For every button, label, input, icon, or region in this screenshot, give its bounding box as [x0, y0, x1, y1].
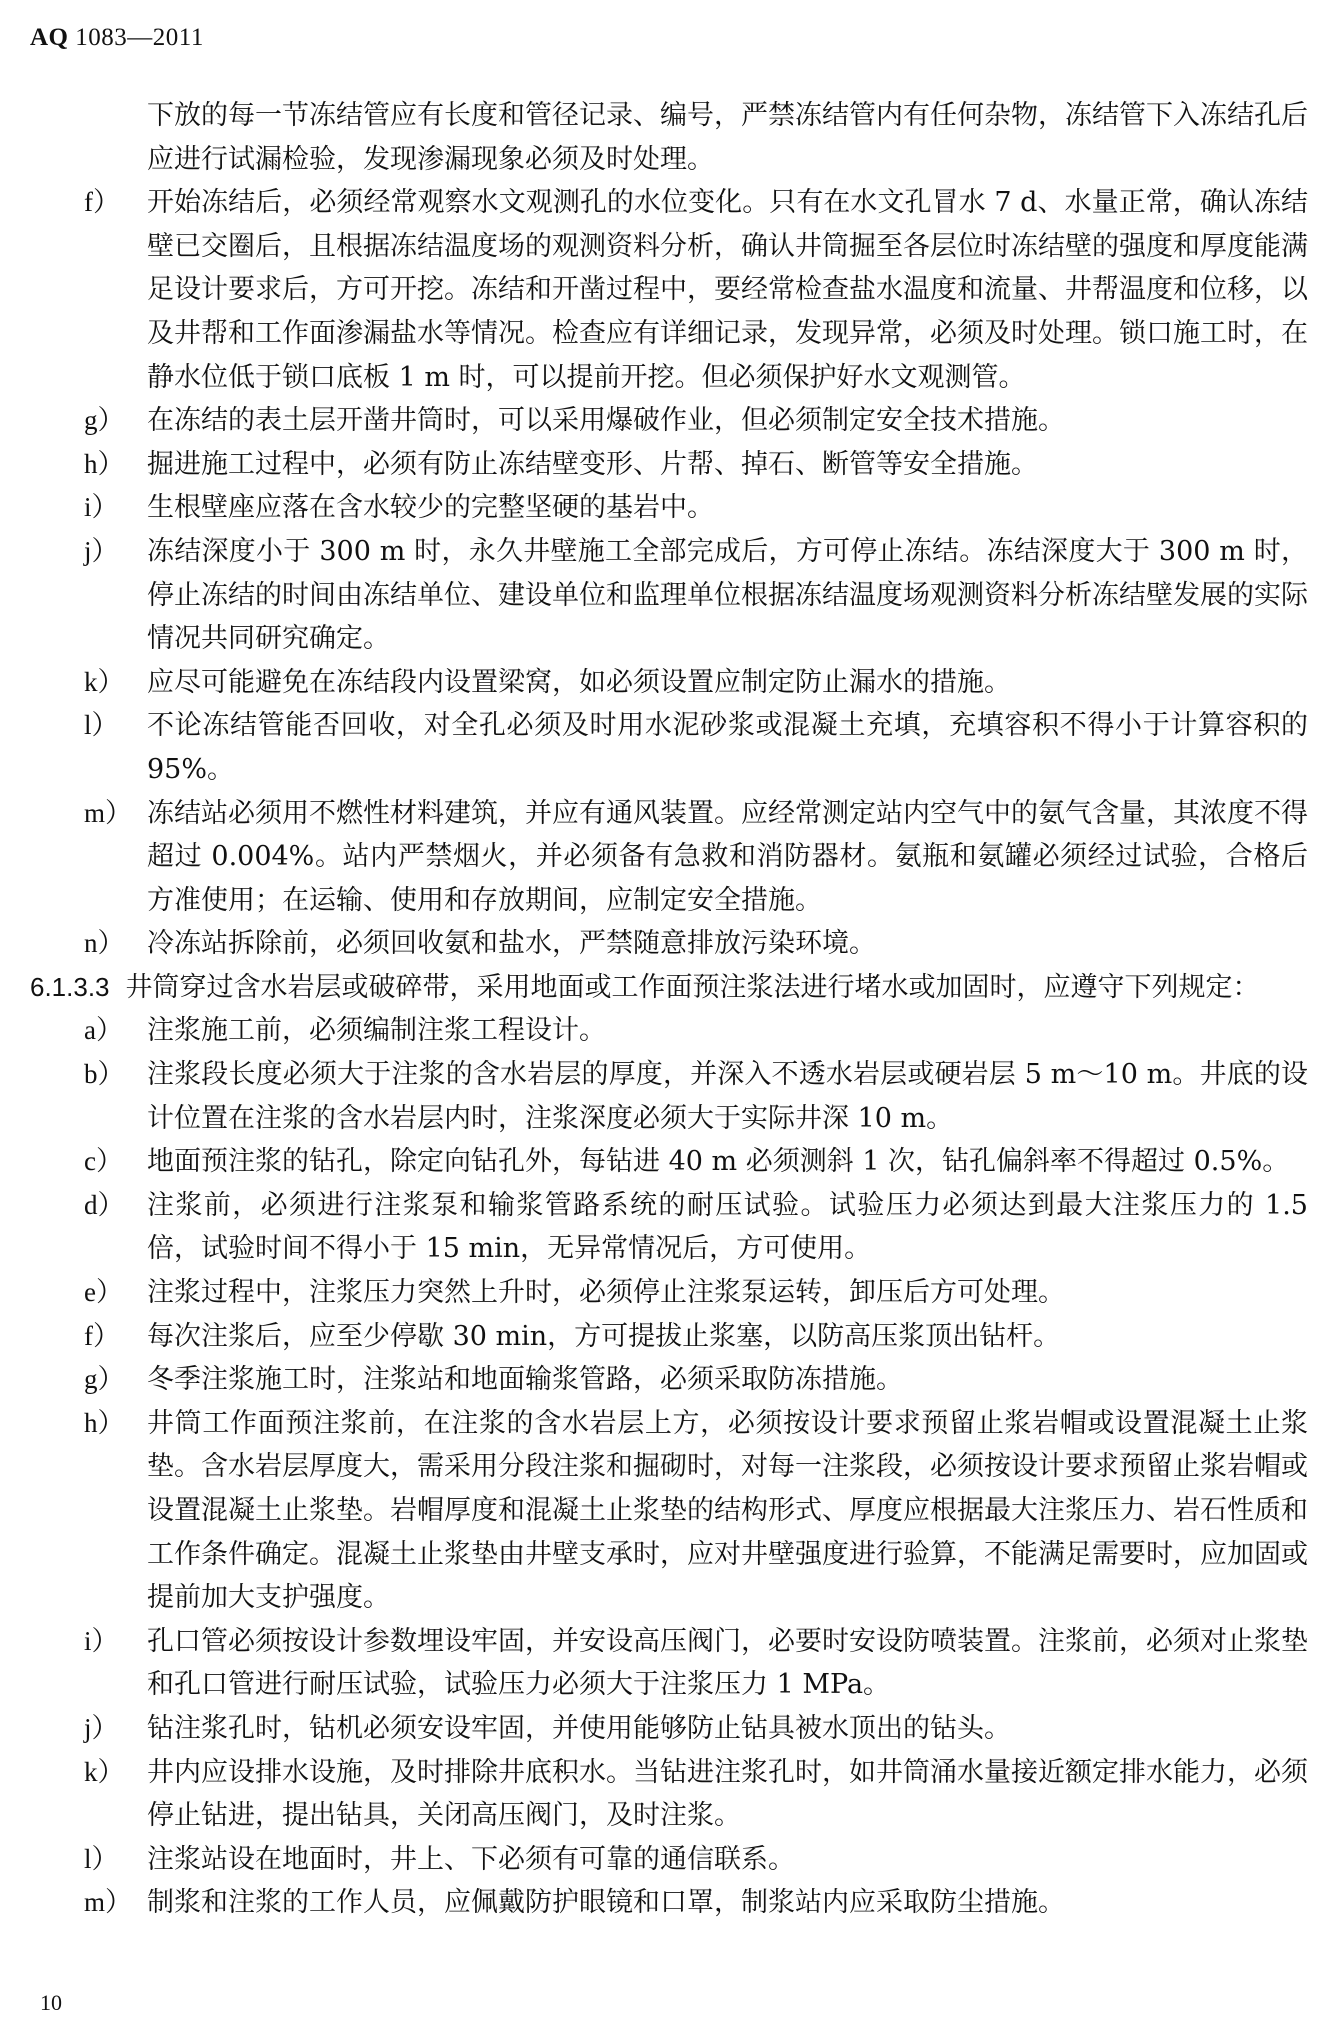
list-item	[30, 1053, 1308, 1140]
list-item-text: 冻结站必须用不燃性材料建筑，并应有通风装置。应经常测定站内空气中的氨气含量，其浓度不得超过 0.004%。站内严禁烟火，并必须备有急救和消防器材。氨瓶和氨罐必须经过试验，合格后方准使用；在运输、使用和存放期间，应制定安全措施。	[147, 797, 1308, 916]
section2-list	[30, 1009, 1308, 1924]
list-item-label: g）	[84, 405, 125, 436]
list-item-text: 井筒工作面预注浆前，在注浆的含水岩层上方，必须按设计要求预留止浆岩帽或设置混凝土止浆垫。含水岩层厚度大，需采用分段注浆和掘砌时，对每一注浆段，必须按设计要求预留止浆岩帽或设置混凝土止浆垫。岩帽厚度和混凝土止浆垫的结构形式、厚度应根据最大注浆压力、岩石性质和工作条件确定。混凝土止浆垫由井壁支承时，应对井壁强度进行验算，不能满足需要时，应加固或提前加大支护强度。	[147, 1407, 1308, 1614]
list-item-label: k）	[84, 666, 125, 697]
list-item-label: n）	[84, 928, 125, 959]
page-number: 10	[40, 1990, 62, 2015]
list-item-text: 每次注浆后，应至少停歇 30 min，方可提拔止浆塞，以防高压浆顶出钻杆。	[147, 1320, 1061, 1352]
list-item-label: g）	[84, 1364, 125, 1395]
list-item-text: 掘进施工过程中，必须有防止冻结壁变形、片帮、掉石、断管等安全措施。	[147, 448, 1038, 480]
list-item-text: 生根壁座应落在含水较少的完整坚硬的基岩中。	[147, 492, 714, 524]
list-item-label: c）	[84, 1146, 123, 1177]
list-item-text: 不论冻结管能否回收，对全孔必须及时用水泥砂浆或混凝土充填，充填容积不得小于计算容积的 95%。	[147, 710, 1308, 785]
section1-list	[30, 181, 1308, 966]
list-item	[30, 1184, 1308, 1271]
list-item-label: l）	[84, 710, 119, 741]
list-item-text: 注浆施工前，必须编制注浆工程设计。	[147, 1015, 606, 1047]
list-item-text: 注浆过程中，注浆压力突然上升时，必须停止注浆泵运转，卸压后方可处理。	[147, 1277, 1065, 1309]
list-item	[30, 1620, 1308, 1707]
standard-code: AQ	[30, 24, 69, 51]
page-header	[30, 24, 204, 52]
list-item-label: i）	[84, 1625, 119, 1656]
list-item-label: j）	[84, 1712, 119, 1743]
list-item-text: 孔口管必须按设计参数埋设牢固，并安设高压阀门，必要时安设防喷装置。注浆前，必须对止浆垫和孔口管进行耐压试验，试验压力必须大于注浆压力 1 MPa。	[147, 1625, 1308, 1701]
list-item	[30, 1751, 1308, 1838]
list-item	[30, 792, 1308, 923]
list-item	[30, 1009, 1308, 1053]
clause-number: 6.1.3.3	[30, 971, 110, 1002]
list-item	[30, 443, 1308, 487]
list-item-text: 地面预注浆的钻孔，除定向钻孔外，每钻进 40 m 必须测斜 1 次，钻孔偏斜率不得超过 0.5%。	[147, 1146, 1290, 1178]
list-item-label: m）	[84, 1887, 133, 1918]
list-item-label: m）	[84, 797, 133, 828]
list-item-label: e）	[84, 1277, 123, 1308]
list-item-label: k）	[84, 1756, 125, 1787]
list-item-label: h）	[84, 1407, 125, 1438]
body-content	[30, 94, 1308, 1925]
list-item-text: 井内应设排水设施，及时排除井底积水。当钻进注浆孔时，如井筒涌水量接近额定排水能力，必须停止钻进，提出钻具，关闭高压阀门，及时注浆。	[147, 1756, 1308, 1832]
list-item-label: j）	[84, 535, 119, 566]
list-item	[30, 922, 1308, 966]
list-item	[30, 1271, 1308, 1315]
list-item-label: b）	[84, 1059, 125, 1090]
list-item	[30, 661, 1308, 705]
list-item	[30, 1838, 1308, 1882]
list-item-text: 制浆和注浆的工作人员，应佩戴防护眼镜和口罩，制浆站内应采取防尘措施。	[147, 1887, 1065, 1919]
list-item-label: l）	[84, 1843, 119, 1874]
list-item-text: 开始冻结后，必须经常观察水文观测孔的水位变化。只有在水文孔冒水 7 d、水量正常，确认冻结壁已交圈后，且根据冻结温度场的观测资料分析，确认井筒掘至各层位时冻结壁的强度和厚度能满足设计要求后，方可开挖。冻结和开凿过程中，要经常检查盐水温度和流量、井帮温度和位移，以及井帮和工作面渗漏盐水等情况。检查应有详细记录，发现异常，必须及时处理。锁口施工时，在静水位低于锁口底板 1 m 时，可以提前开挖。但必须保护好水文观测管。	[147, 187, 1308, 393]
list-item	[30, 181, 1308, 399]
list-item-label: a）	[84, 1015, 123, 1046]
list-item-text: 注浆段长度必须大于注浆的含水岩层的厚度，并深入不透水岩层或硬岩层 5 m～10 m。井底的设计位置在注浆的含水岩层内时，注浆深度必须大于实际井深 10 m。	[147, 1059, 1308, 1134]
list-item-text: 冷冻站拆除前，必须回收氨和盐水，严禁随意排放污染环境。	[147, 928, 876, 960]
list-item	[30, 1358, 1308, 1402]
list-item	[30, 399, 1308, 443]
list-item	[30, 486, 1308, 530]
list-item	[30, 1707, 1308, 1751]
list-item	[30, 704, 1308, 791]
list-item-text: 冻结深度小于 300 m 时，永久井壁施工全部完成后，方可停止冻结。冻结深度大于 300 m 时，停止冻结的时间由冻结单位、建设单位和监理单位根据冻结温度场观测资料分析冻结壁发展的实际情况共同研究确定。	[147, 535, 1308, 655]
list-item-label: i）	[84, 492, 119, 523]
list-item	[30, 1140, 1308, 1184]
clause-6-1-3-3	[30, 966, 1308, 1010]
list-item-text: 钻注浆孔时，钻机必须安设牢固，并使用能够防止钻具被水顶出的钻头。	[147, 1712, 1011, 1744]
list-item-text: 注浆站设在地面时，井上、下必须有可靠的通信联系。	[147, 1843, 795, 1875]
intro-paragraph: 下放的每一节冻结管应有长度和管径记录、编号，严禁冻结管内有任何杂物，冻结管下入冻结孔后应进行试漏检验，发现渗漏现象必须及时处理。	[147, 100, 1308, 175]
list-item-text: 在冻结的表土层开凿井筒时，可以采用爆破作业，但必须制定安全技术措施。	[147, 405, 1065, 437]
list-item	[30, 1315, 1308, 1359]
list-item	[30, 1402, 1308, 1620]
list-item-label: h）	[84, 448, 125, 479]
list-item-text: 应尽可能避免在冻结段内设置梁窝，如必须设置应制定防止漏水的措施。	[147, 666, 1011, 698]
list-item-label: d）	[84, 1189, 125, 1220]
list-item-text: 冬季注浆施工时，注浆站和地面输浆管路，必须采取防冻措施。	[147, 1364, 903, 1396]
standard-number: 1083—2011	[75, 24, 204, 51]
list-item-label: f）	[84, 187, 120, 218]
list-item	[30, 530, 1308, 661]
list-item	[30, 1881, 1308, 1925]
list-item-text: 注浆前，必须进行注浆泵和输浆管路系统的耐压试验。试验压力必须达到最大注浆压力的 1.5 倍，试验时间不得小于 15 min，无异常情况后，方可使用。	[147, 1189, 1308, 1265]
list-item-label: f）	[84, 1320, 120, 1351]
clause-text: 井筒穿过含水岩层或破碎带，采用地面或工作面预注浆法进行堵水或加固时，应遵守下列规定：	[125, 971, 1260, 1003]
